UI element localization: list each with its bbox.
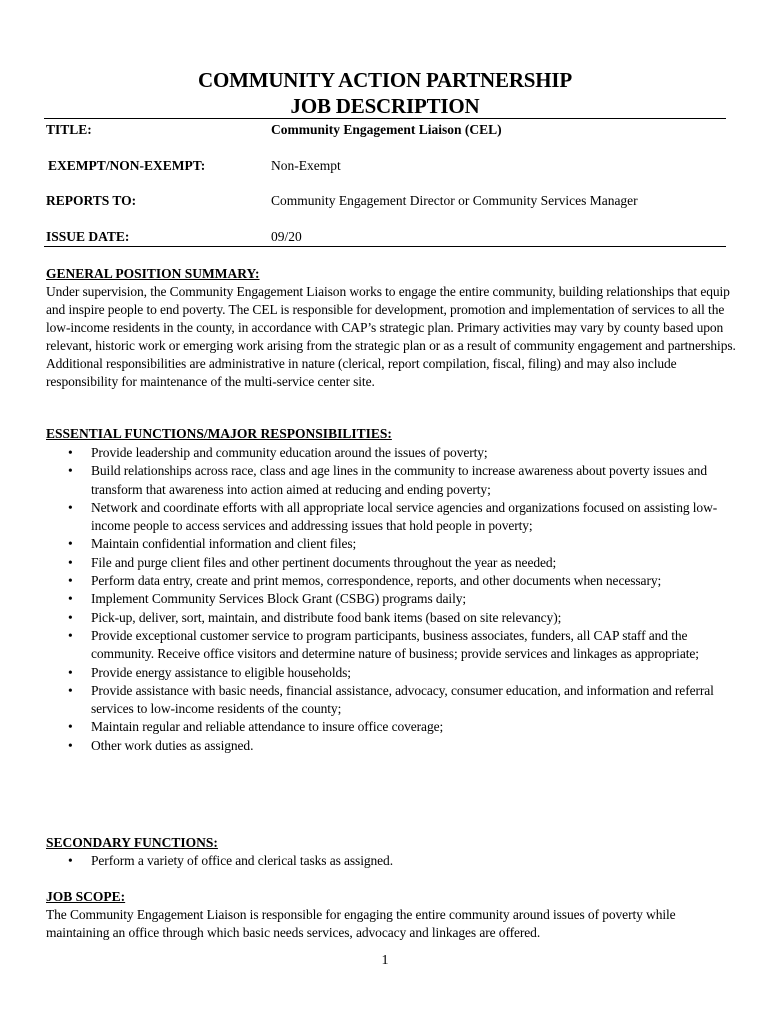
list-item: • Maintain confidential information and client files;	[46, 535, 736, 553]
list-item: • Build relationships across race, class and age lines in the community to increase awareness about poverty issues and transform that awareness into action aimed at reducing and ending poverty;	[46, 462, 736, 499]
list-item: • File and purge client files and other pertinent documents throughout the year as needed;	[46, 554, 736, 572]
essential-functions-list	[46, 444, 736, 755]
list-item: • Network and coordinate efforts with all appropriate local service agencies and organizations focused on assisting low-income people to access services and addressing issues that hold people in poverty;	[46, 499, 736, 536]
page-number: 1	[381, 953, 389, 968]
list-item: • Implement Community Services Block Grant (CSBG) programs daily;	[46, 590, 736, 608]
general-summary-heading: GENERAL POSITION SUMMARY:	[46, 266, 260, 281]
document-title-line2: JOB DESCRIPTION	[290, 94, 480, 118]
issue-date-value: 09/20	[271, 229, 302, 244]
list-item: • Provide assistance with basic needs, financial assistance, advocacy, consumer education, and information and referral services to low-income residents of the county;	[46, 682, 736, 719]
list-item: • Other work duties as assigned.	[46, 737, 736, 755]
list-item: • Perform data entry, create and print memos, correspondence, reports, and other documents when necessary;	[46, 572, 736, 590]
exempt-label: EXEMPT/NON-EXEMPT:	[48, 158, 206, 173]
general-summary-text: Under supervision, the Community Engagement Liaison works to engage the entire community, building relationships that equip and inspire people to end poverty. The CEL is responsible for development, promotion and implementation of services to all the low-income residents in the county, in accordance with CAP’s strategic plan. Primary activities may vary by county based upon relevant, historic work or emerging work arising from the strategic plan or as a result of community engagement and partnerships. Additional responsibilities are administrative in nature (clerical, report compilation, fiscal, filing) and may also include responsibility for maintenance of the multi-service center site.	[46, 284, 736, 389]
header-divider	[44, 118, 726, 119]
list-item: • Maintain regular and reliable attendance to insure office coverage;	[46, 718, 736, 736]
title-label: TITLE:	[46, 122, 92, 137]
exempt-value: Non-Exempt	[271, 158, 341, 173]
reports-to-label: REPORTS TO:	[46, 193, 137, 208]
reports-to-value: Community Engagement Director or Community Services Manager	[271, 193, 638, 208]
document-title-line1: COMMUNITY ACTION PARTNERSHIP	[197, 68, 572, 92]
job-scope-text: The Community Engagement Liaison is responsible for engaging the entire community around issues of poverty while maintaining an office through which basic needs services, advocacy and linkages are offered.	[46, 907, 676, 940]
list-item: • Provide exceptional customer service to program participants, business associates, funders, all CAP staff and the community. Receive office visitors and determine nature of business; provide services and linkages as appropriate;	[46, 627, 736, 664]
list-item: • Provide energy assistance to eligible households;	[46, 664, 736, 682]
list-item: • Perform a variety of office and clerical tasks as assigned.	[46, 852, 736, 870]
issue-date-label: ISSUE DATE:	[46, 229, 130, 244]
essential-functions-heading: ESSENTIAL FUNCTIONS/MAJOR RESPONSIBILITIES:	[46, 426, 392, 441]
secondary-functions-heading: SECONDARY FUNCTIONS:	[46, 835, 218, 850]
list-item: • Pick-up, deliver, sort, maintain, and distribute food bank items (based on site relevancy);	[46, 609, 736, 627]
fields-divider	[44, 246, 726, 247]
title-value: Community Engagement Liaison (CEL)	[271, 122, 502, 137]
list-item: • Provide leadership and community education around the issues of poverty;	[46, 444, 736, 462]
job-scope-heading: JOB SCOPE:	[46, 889, 126, 904]
secondary-functions-list	[46, 852, 736, 870]
